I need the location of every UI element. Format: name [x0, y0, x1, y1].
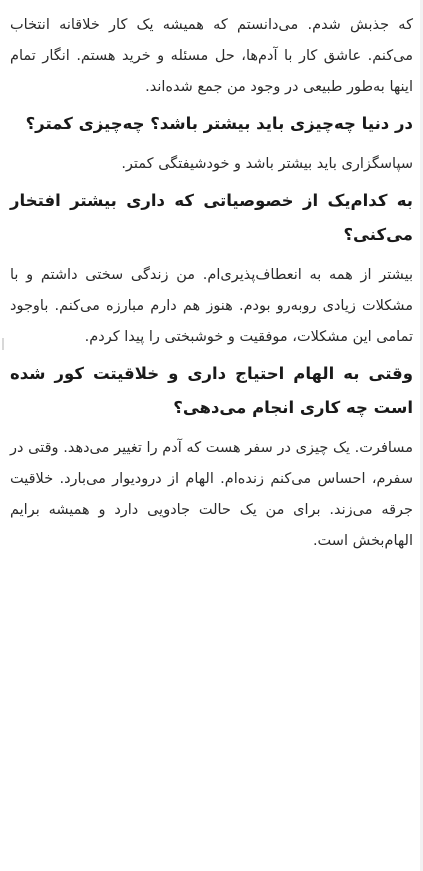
question-3: وقتی به الهام احتیاج داری و خلاقیتت کور شده است چه کاری انجام می‌دهی؟	[10, 364, 413, 417]
question-2: به کدام‌یک از خصوصیاتی که داری بیشتر افتخار می‌کنی؟	[10, 191, 413, 244]
answer-3: مسافرت. یک چیزی در سفر هست که آدم را تغییر می‌دهد. وقتی در سفرم، احساس می‌کنم زنده‌ام. الهام از درودیوار می‌بارد. خلاقیت جرقه می‌زند. برای من یک حالت جادویی دارد و همیشه برایم الهام‌بخش است.	[10, 440, 413, 549]
question-1: در دنیا چه‌چیزی باید بیشتر باشد؟ چه‌چیزی کمتر؟	[25, 114, 413, 133]
margin-tick	[2, 338, 4, 350]
answer-1: سپاسگزاری باید بیشتر باشد و خودشیفتگی کمتر.	[121, 156, 413, 172]
answer-2: بیشتر از همه به انعطاف‌پذیری‌ام. من زندگی سختی داشتم و با مشکلات زیادی روبه‌رو بودم. هنوز هم دارم مبارزه می‌کنم. باوجود تمامی این مشکلات، موفقیت و خوشبختی را پیدا کردم.	[10, 267, 413, 345]
intro-paragraph: که جذبش شدم. می‌دانستم که همیشه یک کار خلاقانه انتخاب می‌کنم. عاشق کار با آدم‌ها، حل مسئله و خرید هستم. انگار تمام اینها به‌طور طبیعی در وجود من جمع شده‌اند.	[10, 17, 413, 95]
